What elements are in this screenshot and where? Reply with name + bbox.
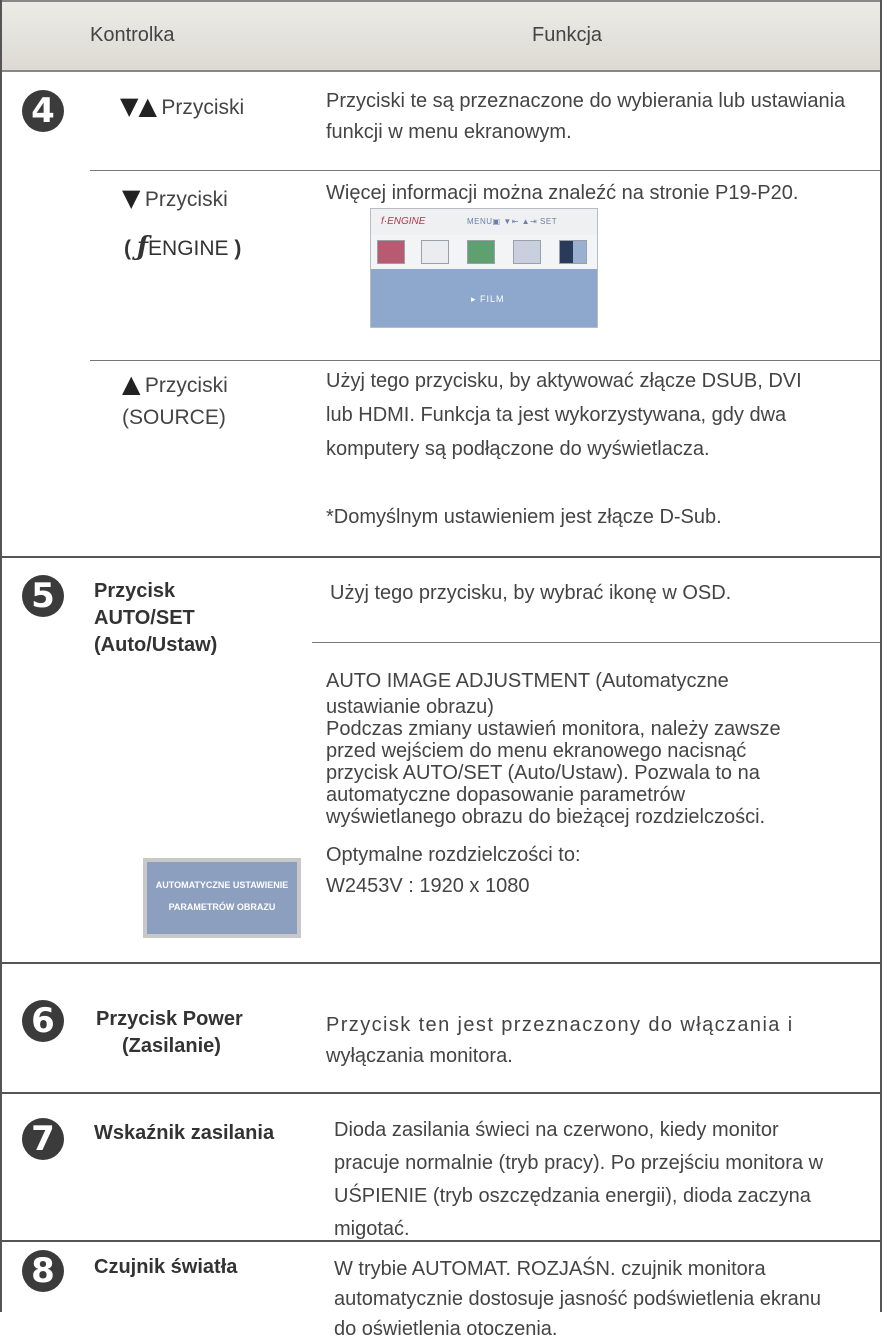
control-label: Przyciski [161,96,245,119]
desc-line: UŚPIENIE (tryb oszczędzania energii), dioda zaczyna [334,1185,811,1207]
desc-line: wyłączania monitora. [326,1045,513,1067]
osd-selection-bar [371,269,597,327]
desc-line: automatyczne dopasowanie parametrów [326,784,686,806]
desc-line: AUTO IMAGE ADJUSTMENT (Automatyczne [326,670,729,692]
desc-line: automatycznie dostosuje jasność podświetlenia ekranu [334,1288,821,1310]
desc-line: Przyciski te są przeznaczone do wybierania lub ustawiania [326,90,846,112]
number-badge-6: 6 [22,1000,64,1042]
engine-paren-open: ( [124,237,137,260]
up-note: *Domyślnym ustawieniem jest złącze D-Sub. [326,506,722,528]
triangle-down-icon: ▼ [120,92,139,120]
triangle-up-icon: ▲ [138,92,157,120]
down-description: Więcej informacji można znaleźć na stronie P19-P20. [326,182,799,204]
auto-set-description: Użyj tego przycisku, by wybrać ikonę w OSD. [330,582,732,604]
osd-icon-row [371,235,597,269]
desc-line: wyświetlanego obrazu do bieżącej rozdzielczości. [326,806,766,828]
desc-line: Przycisk ten jest przeznaczony do włączania i [326,1014,794,1036]
desc-line: przycisk AUTO/SET (Auto/Ustaw). Pozwala to na [326,762,760,784]
label-line: (Zasilanie) [122,1035,221,1057]
control-down-button [122,184,228,212]
film-mode-icon [377,240,405,264]
section-divider-6 [0,962,882,964]
desc-line: przed wejściem do menu ekranowego nacisnąć [326,740,747,762]
label-line: AUTO/SET [94,607,195,629]
osd-title: f·ENGINE [381,216,426,227]
control-label: Przyciski [144,374,228,397]
f-engine-osd-screenshot [370,208,598,328]
desc-line: W trybie AUTOMAT. ROZJAŚN. czujnik monitora [334,1258,766,1280]
engine-word: ENGINE [148,237,229,260]
desc-line: Podczas zmiany ustawień monitora, należy zawsze [326,718,781,740]
desc-line: Optymalne rozdzielczości to: [326,844,581,866]
label-line: Przycisk Power [96,1008,243,1030]
triangle-up-icon: ▲ [122,370,141,398]
light-sensor-description [334,1254,821,1344]
number-badge-8: 8 [22,1250,64,1292]
label-line: (Auto/Ustaw) [94,634,218,656]
desc-line: komputery są podłączone do wyświetlacza. [326,438,710,460]
label-line: Przycisk [94,580,176,602]
desc-line: pracuje normalnie (tryb pracy). Po przejściu monitora w [334,1152,824,1174]
auto-adjust-osd-box [143,858,301,938]
power-description [326,1010,794,1072]
desc-line: migotać. [334,1218,410,1240]
header-control: Kontrolka [90,24,175,46]
desc-line: ustawianie obrazu) [326,696,494,718]
up-description [326,364,802,466]
normal-mode-icon [513,240,541,264]
header-function: Funkcja [532,24,603,46]
f-engine-logo-icon: ƒ [136,232,149,262]
table-left-border [0,0,2,1312]
control-power-indicator: Wskaźnik zasilania [94,1122,275,1144]
section-divider-5 [0,556,882,558]
control-light-sensor: Czujnik światła [94,1256,238,1278]
desc-line: Dioda zasilania świeci na czerwono, kiedy monitor [334,1119,779,1141]
number-badge-4: 4 [22,90,64,132]
power-indicator-description [334,1114,823,1246]
auto-image-adjustment-text [326,670,781,828]
control-up-down-buttons [120,92,244,120]
number-badge-7: 7 [22,1118,64,1160]
osd-topbar [371,209,597,235]
section-divider-7 [0,1092,882,1094]
arrows-description [326,86,845,148]
osd-film-label: ▸ FILM [471,294,505,304]
control-sublabel-source: (SOURCE) [122,406,226,429]
control-up-button [122,370,228,398]
picture-mode-icon [467,240,495,264]
optimal-resolution [326,840,581,902]
row-divider-down [90,170,880,171]
desc-line: Użyj tego przycisku, by aktywować złącze DSUB, DVI [326,370,802,392]
demo-mode-icon [559,240,587,264]
osd-box-line: AUTOMATYCZNE USTAWIENIE [155,880,289,890]
control-label: Przyciski [144,188,228,211]
engine-label [124,232,241,262]
row-divider-up [90,360,880,361]
osd-options: MENU▣ ▼⇤ ▲⇥ SET [467,217,558,226]
desc-line: lub HDMI. Funkcja ta jest wykorzystywana, gdy dwa [326,404,787,426]
control-auto-set [94,578,217,659]
triangle-down-icon: ▼ [122,184,141,212]
desc-line: funkcji w menu ekranowym. [326,121,572,143]
number-badge-5: 5 [22,575,64,617]
engine-paren-close: ) [228,237,242,260]
control-power-button [96,1006,243,1060]
row-divider-auto [312,642,880,643]
desc-line: do oświetlenia otoczenia. [334,1318,558,1340]
desc-line: W2453V : 1920 x 1080 [326,875,530,897]
internet-mode-icon [421,240,449,264]
osd-box-line: PARAMETRÓW OBRAZU [168,902,276,912]
